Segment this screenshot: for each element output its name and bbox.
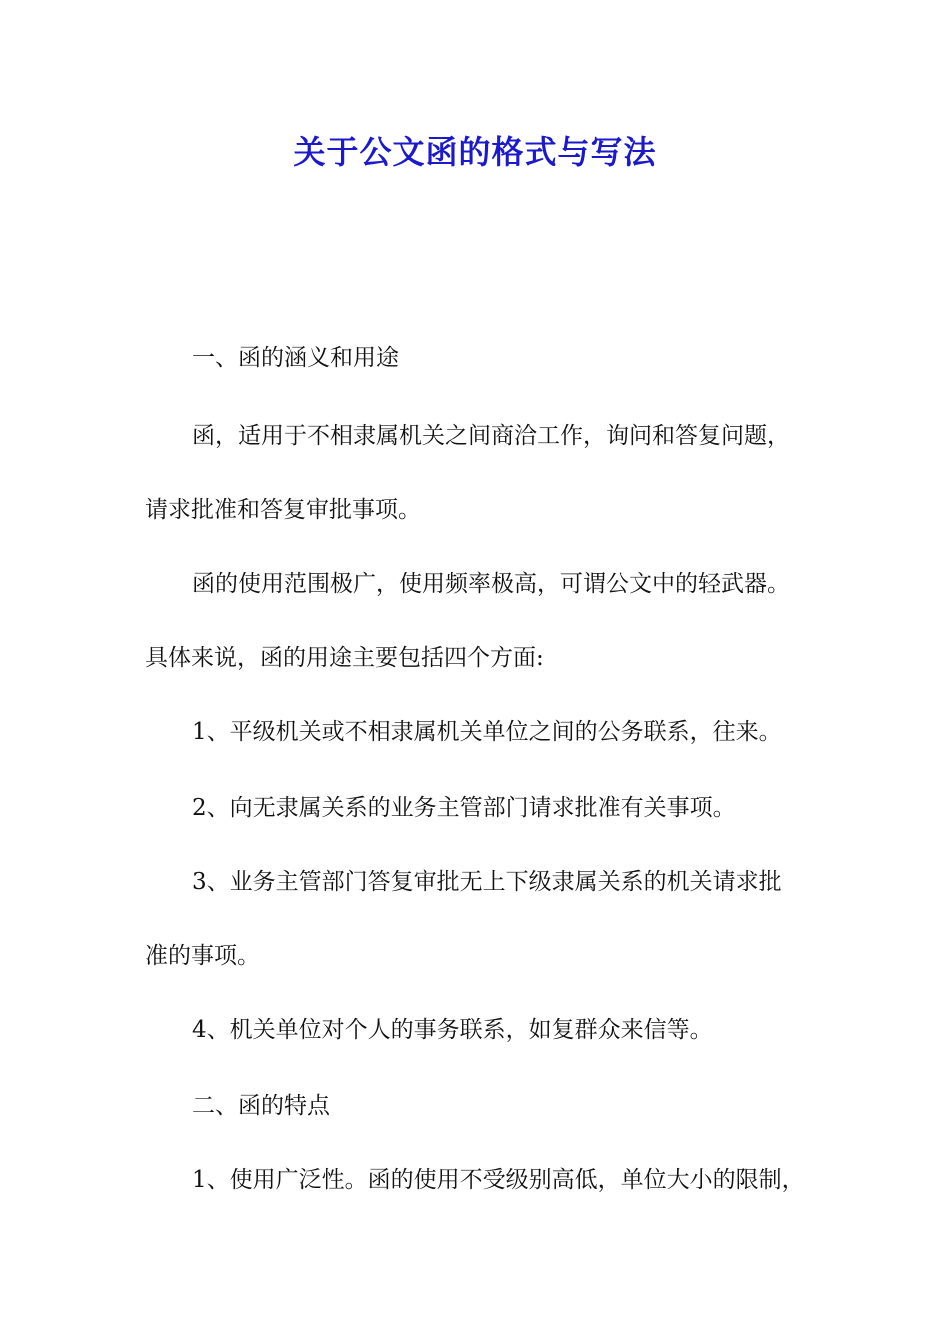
list-item: 3、业务主管部门答复审批无上下级隶属关系的机关请求批: [192, 869, 782, 895]
paragraph-line: 具体来说，函的用途主要包括四个方面:: [145, 645, 544, 671]
list-item: 4、机关单位对个人的事务联系，如复群众来信等。: [192, 1017, 713, 1043]
paragraph-line: 函的使用范围极广，使用频率极高，可谓公文中的轻武器。: [192, 571, 790, 597]
document-title: 关于公文函的格式与写法: [293, 133, 657, 171]
list-item-continuation: 准的事项。: [145, 943, 260, 969]
paragraph-line: 请求批准和答复审批事项。: [145, 497, 421, 523]
list-item: 1、平级机关或不相隶属机关单位之间的公务联系，往来。: [192, 719, 782, 745]
list-item: 1、使用广泛性。函的使用不受级别高低，单位大小的限制，: [192, 1167, 805, 1193]
section-heading-1: 一、函的涵义和用途: [192, 345, 399, 371]
list-item: 2、向无隶属关系的业务主管部门请求批准有关事项。: [192, 795, 736, 821]
section-heading-2: 二、函的特点: [192, 1093, 330, 1119]
paragraph-line: 函，适用于不相隶属机关之间商洽工作，询问和答复问题，: [192, 423, 790, 449]
